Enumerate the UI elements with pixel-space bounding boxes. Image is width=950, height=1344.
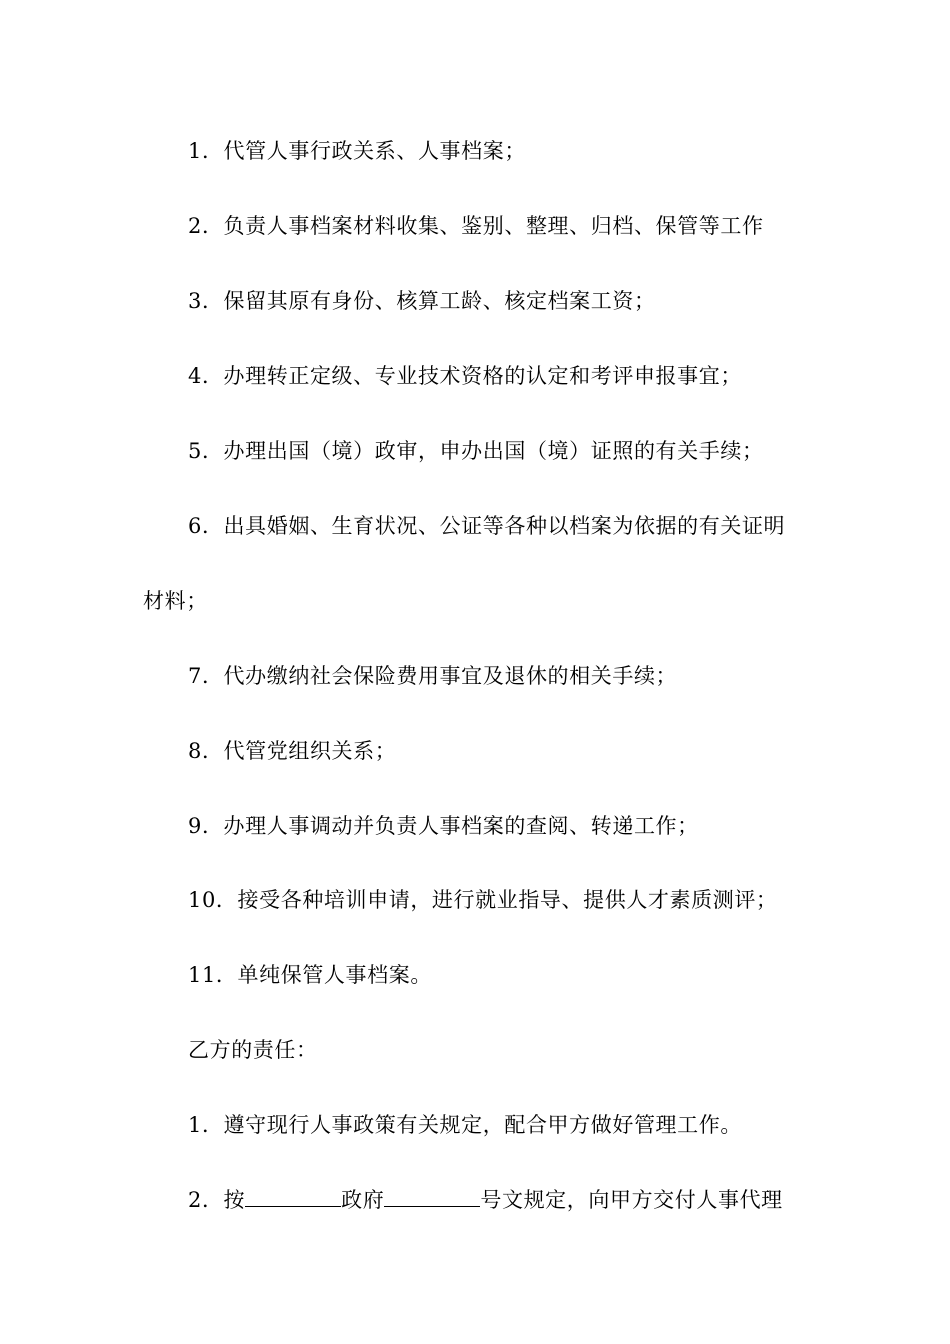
item-1: 1．代管人事行政关系、人事档案； bbox=[188, 139, 526, 163]
item-2: 2．负责人事档案材料收集、鉴别、整理、归档、保管等工作 bbox=[188, 214, 764, 238]
item-5: 5．办理出国（境）政审，申办出国（境）证照的有关手续； bbox=[188, 439, 764, 463]
party-b-item-2 bbox=[188, 1186, 783, 1214]
party-b-item-2-prefix: 2．按 bbox=[188, 1188, 246, 1212]
item-10: 10．接受各种培训申请，进行就业指导、提供人才素质测评； bbox=[188, 888, 778, 912]
item-11: 11．单纯保管人事档案。 bbox=[188, 963, 432, 987]
blank-underline-1 bbox=[245, 1186, 341, 1207]
item-6-continuation: 材料； bbox=[143, 589, 208, 613]
item-9: 9．办理人事调动并负责人事档案的查阅、转递工作； bbox=[188, 814, 699, 838]
item-7: 7．代办缴纳社会保险费用事宜及退休的相关手续； bbox=[188, 664, 678, 688]
item-4: 4．办理转正定级、专业技术资格的认定和考评申报事宜； bbox=[188, 364, 742, 388]
item-8: 8．代管党组织关系； bbox=[188, 739, 397, 763]
blank-underline-2 bbox=[384, 1186, 480, 1207]
party-b-item-2-suffix: 号文规定，向甲方交付人事代理 bbox=[480, 1188, 783, 1212]
item-6: 6．出具婚姻、生育状况、公证等各种以档案为依据的有关证明 bbox=[188, 514, 786, 538]
party-b-item-2-middle: 政府 bbox=[341, 1188, 385, 1212]
item-3: 3．保留其原有身份、核算工龄、核定档案工资； bbox=[188, 289, 656, 313]
section-heading-party-b: 乙方的责任： bbox=[188, 1038, 318, 1062]
party-b-item-1: 1．遵守现行人事政策有关规定，配合甲方做好管理工作。 bbox=[188, 1113, 742, 1137]
